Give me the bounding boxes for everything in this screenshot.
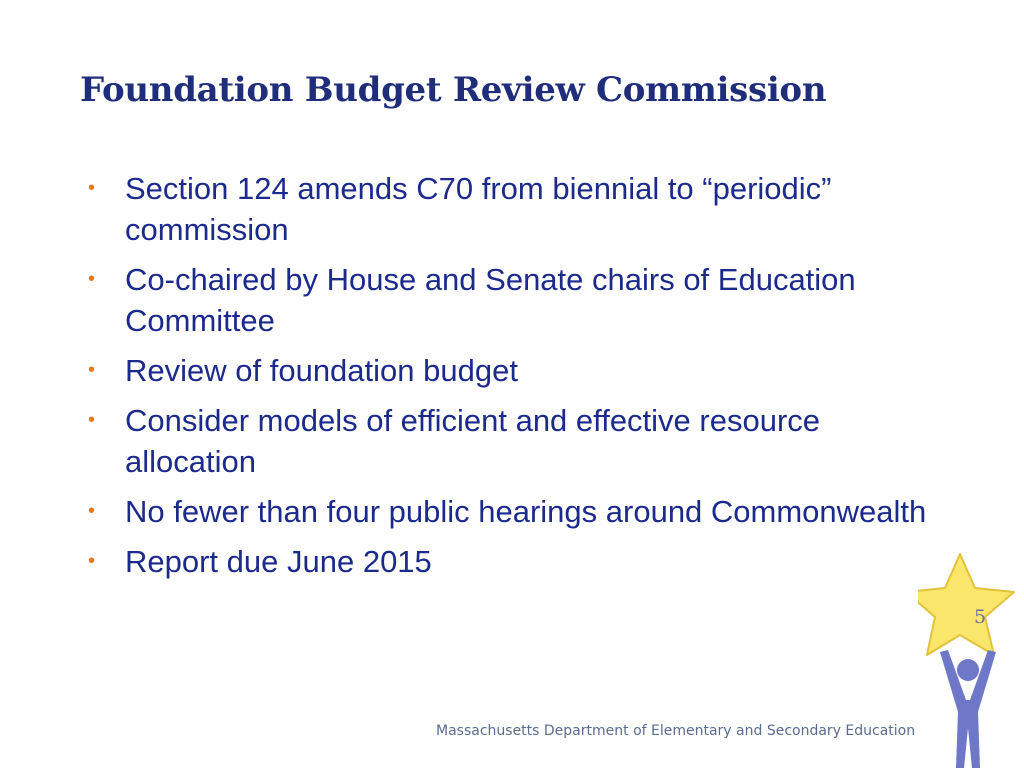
star-icon: [918, 554, 1014, 655]
bullet-item: [82, 259, 942, 341]
star-holding-person-icon: [918, 550, 1024, 768]
bullet-dot-icon: •: [88, 409, 96, 431]
bullet-text: Consider models of efficient and effective resource allocation: [125, 403, 821, 479]
slide-title: Foundation Budget Review Commission: [80, 70, 827, 110]
bullet-item: [82, 400, 942, 482]
bullet-item: [82, 168, 942, 250]
person-figure-icon: [940, 650, 996, 768]
bullet-text: Report due June 2015: [125, 544, 432, 579]
bullet-text: Review of foundation budget: [125, 353, 518, 388]
footer-text: Massachusetts Department of Elementary and Secondary Education: [436, 723, 916, 739]
bullet-text: No fewer than four public hearings around Commonwealth: [125, 494, 927, 529]
page-number: 5: [973, 606, 987, 628]
bullet-dot-icon: •: [88, 500, 96, 522]
bullet-dot-icon: •: [88, 177, 96, 199]
bullet-text: Co-chaired by House and Senate chairs of Education Committee: [125, 262, 856, 338]
bullet-dot-icon: •: [88, 359, 96, 381]
bullet-dot-icon: •: [88, 550, 96, 572]
bullet-item: [82, 491, 942, 532]
bullet-list: [82, 168, 942, 591]
bullet-item: [82, 541, 942, 582]
bullet-item: [82, 350, 942, 391]
bullet-text: Section 124 amends C70 from biennial to “periodic” commission: [125, 171, 832, 247]
bullet-dot-icon: •: [88, 268, 96, 290]
